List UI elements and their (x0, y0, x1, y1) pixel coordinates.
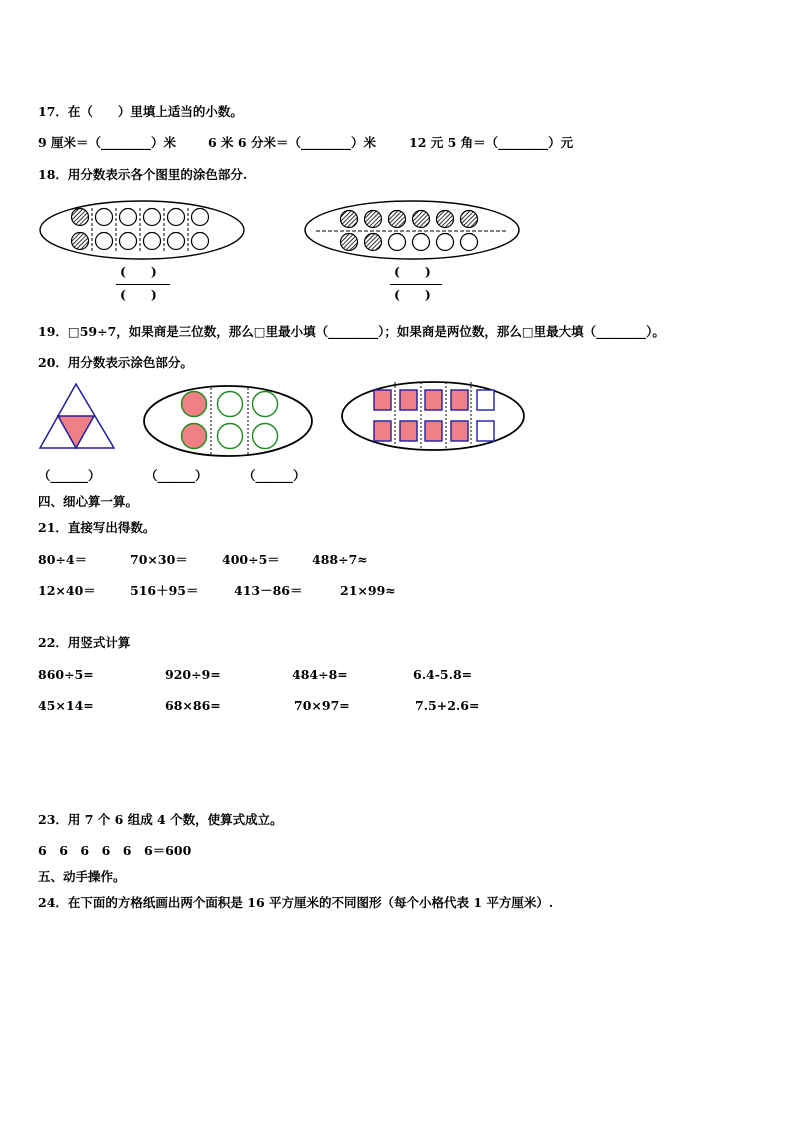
unshaded-circle (168, 233, 185, 250)
shaded-circle (437, 211, 454, 228)
q20-squares-figure (341, 380, 525, 452)
q18-figure-1 (38, 198, 250, 262)
filled-square (425, 421, 442, 441)
shaded-circle (72, 233, 89, 250)
q22-problem: 45×14= (38, 698, 94, 713)
q21-heading: 21．直接写出得数。 (38, 520, 156, 535)
unshaded-circle (192, 209, 209, 226)
q24-heading: 24．在下面的方格纸画出两个面积是 16 平方厘米的不同图形（每个小格代表 1 平方厘米）. (38, 895, 554, 910)
q18-fig1-denominator[interactable]: ( ) (120, 287, 157, 302)
empty-circle (253, 424, 278, 449)
q21-problem: 80÷4＝ (38, 552, 88, 567)
q21-problem: 21×99≈ (340, 583, 396, 598)
q20-answer-blank-1[interactable]: （______） (38, 468, 101, 483)
q18-heading: 18．用分数表示各个图里的涂色部分. (38, 167, 248, 182)
q21-problem: 413－86＝ (234, 583, 303, 598)
unshaded-circle (144, 233, 161, 250)
q18-fig1-fraction-bar (116, 284, 170, 285)
q18-fig1-numerator[interactable]: ( ) (120, 264, 157, 279)
filled-square (374, 421, 391, 441)
shaded-circle (389, 211, 406, 228)
unshaded-circle (461, 234, 478, 251)
empty-square (477, 390, 494, 410)
q18-fig2-fraction-bar (390, 284, 442, 285)
q22-heading: 22．用竖式计算 (38, 635, 131, 650)
q18-fig2-denominator[interactable]: ( ) (394, 287, 431, 302)
unshaded-circle (413, 234, 430, 251)
q22-problem: 6.4-5.8= (413, 667, 473, 682)
q17-item-1: 9 厘米＝（________）米 (38, 135, 177, 150)
q22-problem: 920÷9= (165, 667, 221, 682)
q22-problem: 860÷5= (38, 667, 94, 682)
q22-problem: 7.5+2.6= (415, 698, 480, 713)
unshaded-circle (96, 209, 113, 226)
q18-fig2-numerator[interactable]: ( ) (394, 264, 431, 279)
q21-problem: 516＋95＝ (130, 583, 199, 598)
q17-heading: 17．在（ ）里填上适当的小数。 (38, 104, 243, 119)
filled-square (400, 421, 417, 441)
filled-square (425, 390, 442, 410)
shaded-circle (413, 211, 430, 228)
q23-equation: 6 6 6 6 6 6＝600 (38, 843, 192, 858)
unshaded-circle (120, 233, 137, 250)
unshaded-circle (437, 234, 454, 251)
unshaded-circle (168, 209, 185, 226)
section-4-title: 四、细心算一算。 (38, 494, 139, 509)
empty-circle (253, 392, 278, 417)
filled-circle (182, 424, 207, 449)
q21-problem: 70×30＝ (130, 552, 188, 567)
unshaded-circle (96, 233, 113, 250)
unshaded-circle (144, 209, 161, 226)
q20-answer-blank-2[interactable]: （______） (145, 468, 208, 483)
empty-circle (218, 424, 243, 449)
q21-problem: 12×40＝ (38, 583, 96, 598)
q18-figure-2 (304, 198, 522, 262)
q20-triangle-figure (38, 382, 118, 450)
unshaded-circle (192, 233, 209, 250)
shaded-circle (461, 211, 478, 228)
q17-item-2: 6 米 6 分米＝（________）米 (208, 135, 376, 150)
q21-problem: 400÷5＝ (222, 552, 280, 567)
filled-square (451, 390, 468, 410)
empty-circle (218, 392, 243, 417)
filled-square (400, 390, 417, 410)
q20-answer-blank-3[interactable]: （______） (243, 468, 306, 483)
shaded-circle (341, 234, 358, 251)
filled-square (451, 421, 468, 441)
q17-item-3: 12 元 5 角＝（________）元 (409, 135, 574, 150)
q20-circles-figure (143, 384, 315, 460)
q21-problem: 488÷7≈ (312, 552, 368, 567)
shaded-circle (365, 211, 382, 228)
shaded-circle (72, 209, 89, 226)
q20-heading: 20．用分数表示涂色部分。 (38, 355, 193, 370)
section-5-title: 五、动手操作。 (38, 869, 126, 884)
empty-square (477, 421, 494, 441)
shaded-circle (365, 234, 382, 251)
filled-circle (182, 392, 207, 417)
shaded-circle (341, 211, 358, 228)
q23-heading: 23．用 7 个 6 组成 4 个数，使算式成立。 (38, 812, 283, 827)
unshaded-circle (120, 209, 137, 226)
q22-problem: 68×86= (165, 698, 221, 713)
filled-square (374, 390, 391, 410)
q19-text: 19．□59÷7，如果商是三位数，那么□里最小填（________）；如果商是两位数，那么□里最大填（________）。 (38, 324, 665, 339)
q22-problem: 484÷8= (292, 667, 348, 682)
q22-problem: 70×97= (294, 698, 350, 713)
unshaded-circle (389, 234, 406, 251)
